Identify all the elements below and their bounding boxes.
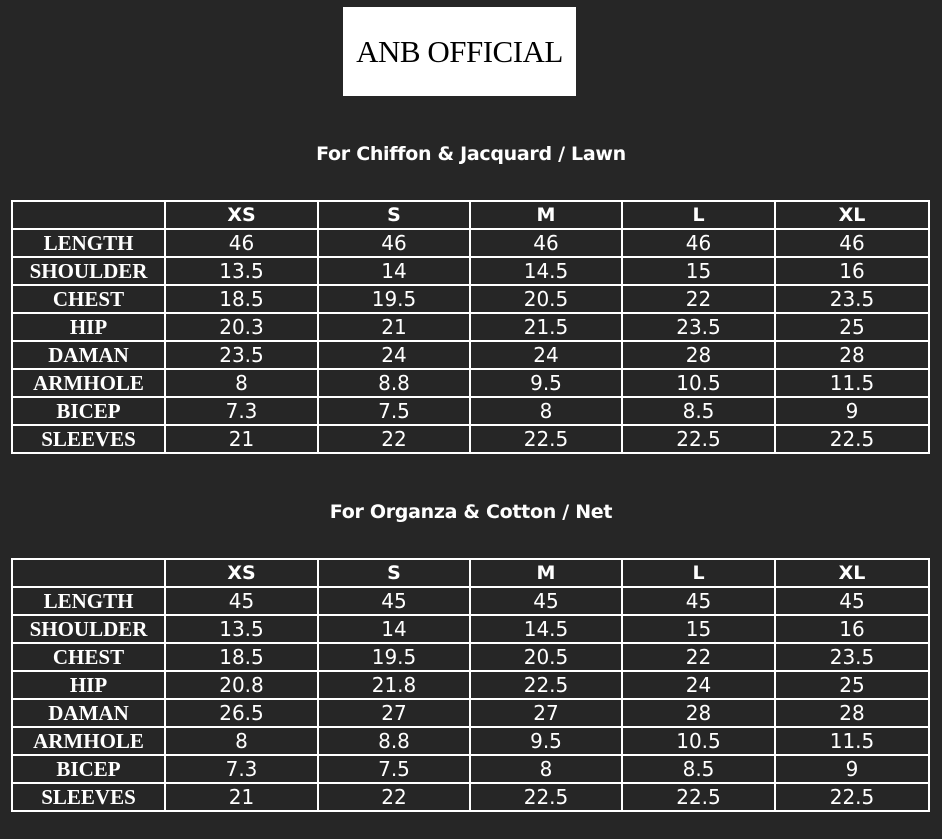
table-body: [12, 587, 929, 811]
row-label: CHEST: [12, 643, 165, 671]
table-cell: 23.5: [165, 341, 318, 369]
table-row: [12, 727, 929, 755]
table-cell: 22.5: [622, 783, 775, 811]
table-body: [12, 229, 929, 453]
table-cell: 22.5: [470, 671, 622, 699]
table-cell: 24: [470, 341, 622, 369]
table-cell: 15: [622, 257, 775, 285]
table-cell: 45: [318, 587, 470, 615]
row-label: SHOULDER: [12, 615, 165, 643]
table-cell: 23.5: [622, 313, 775, 341]
table-row: [12, 643, 929, 671]
table-cell: 7.3: [165, 755, 318, 783]
table-cell: 16: [775, 615, 929, 643]
table-row: [12, 783, 929, 811]
table-cell: 20.3: [165, 313, 318, 341]
section-title-organza: For Organza & Cotton / Net: [329, 501, 613, 523]
table-cell: 9.5: [470, 727, 622, 755]
table-cell: 23.5: [775, 285, 929, 313]
table-cell: 20.8: [165, 671, 318, 699]
table-cell: 28: [775, 341, 929, 369]
table-cell: 8.8: [318, 369, 470, 397]
table-cell: 24: [318, 341, 470, 369]
table-cell: 10.5: [622, 727, 775, 755]
table-cell: 7.5: [318, 755, 470, 783]
row-label: LENGTH: [12, 587, 165, 615]
row-label: SHOULDER: [12, 257, 165, 285]
size-header-xs: XS: [165, 201, 318, 229]
table-cell: 8: [470, 755, 622, 783]
size-header-xl: XL: [775, 559, 929, 587]
table-cell: 25: [775, 671, 929, 699]
table-cell: 26.5: [165, 699, 318, 727]
size-header-s: S: [318, 201, 470, 229]
table-row: [12, 341, 929, 369]
table-cell: 25: [775, 313, 929, 341]
table-row: [12, 229, 929, 257]
table-cell: 22.5: [775, 783, 929, 811]
table-cell: 22.5: [775, 425, 929, 453]
size-header-m: M: [470, 559, 622, 587]
header-empty-cell: [12, 559, 165, 587]
row-label: BICEP: [12, 397, 165, 425]
table-cell: 13.5: [165, 615, 318, 643]
row-label: SLEEVES: [12, 425, 165, 453]
table-cell: 22.5: [622, 425, 775, 453]
row-label: ARMHOLE: [12, 369, 165, 397]
size-chart-table-chiffon: [11, 200, 930, 454]
table-row: [12, 425, 929, 453]
table-cell: 11.5: [775, 727, 929, 755]
table-cell: 9.5: [470, 369, 622, 397]
table-header-row: [12, 201, 929, 229]
table-cell: 13.5: [165, 257, 318, 285]
size-header-m: M: [470, 201, 622, 229]
table-cell: 45: [775, 587, 929, 615]
table-cell: 45: [470, 587, 622, 615]
table-cell: 19.5: [318, 643, 470, 671]
section-title-chiffon: For Chiffon & Jacquard / Lawn: [316, 143, 626, 165]
table-cell: 46: [318, 229, 470, 257]
row-label: DAMAN: [12, 699, 165, 727]
table-cell: 21: [165, 783, 318, 811]
table-cell: 20.5: [470, 285, 622, 313]
table-cell: 45: [622, 587, 775, 615]
table-cell: 22.5: [470, 425, 622, 453]
table-cell: 23.5: [775, 643, 929, 671]
table-row: [12, 699, 929, 727]
table-row: [12, 671, 929, 699]
table-cell: 18.5: [165, 285, 318, 313]
table-cell: 14: [318, 257, 470, 285]
table-cell: 7.5: [318, 397, 470, 425]
table-row: [12, 587, 929, 615]
row-label: LENGTH: [12, 229, 165, 257]
table-cell: 11.5: [775, 369, 929, 397]
size-header-xs: XS: [165, 559, 318, 587]
table-cell: 7.3: [165, 397, 318, 425]
table-header-row: [12, 559, 929, 587]
table-cell: 22: [318, 783, 470, 811]
table-cell: 45: [165, 587, 318, 615]
table-cell: 27: [318, 699, 470, 727]
table-cell: 8.5: [622, 397, 775, 425]
table-cell: 8.8: [318, 727, 470, 755]
table-cell: 22: [622, 285, 775, 313]
table-cell: 28: [622, 341, 775, 369]
size-header-s: S: [318, 559, 470, 587]
table-cell: 18.5: [165, 643, 318, 671]
table-cell: 46: [470, 229, 622, 257]
table-row: [12, 369, 929, 397]
row-label: BICEP: [12, 755, 165, 783]
table-cell: 28: [622, 699, 775, 727]
table-cell: 22: [622, 643, 775, 671]
table-row: [12, 285, 929, 313]
table-cell: 9: [775, 397, 929, 425]
size-header-xl: XL: [775, 201, 929, 229]
table-row: [12, 397, 929, 425]
table-cell: 27: [470, 699, 622, 727]
table-cell: 24: [622, 671, 775, 699]
size-chart-table-organza: [11, 558, 930, 812]
table-cell: 28: [775, 699, 929, 727]
table-cell: 15: [622, 615, 775, 643]
table-cell: 8: [165, 727, 318, 755]
table-cell: 19.5: [318, 285, 470, 313]
table-cell: 14: [318, 615, 470, 643]
header-empty-cell: [12, 201, 165, 229]
size-header-l: L: [622, 201, 775, 229]
table-cell: 21: [318, 313, 470, 341]
table-cell: 46: [622, 229, 775, 257]
table-row: [12, 615, 929, 643]
table-cell: 22.5: [470, 783, 622, 811]
row-label: SLEEVES: [12, 783, 165, 811]
table-cell: 22: [318, 425, 470, 453]
table-cell: 21.8: [318, 671, 470, 699]
table-cell: 16: [775, 257, 929, 285]
table-cell: 8: [165, 369, 318, 397]
brand-name: ANB OFFICIAL: [356, 33, 563, 69]
table-cell: 46: [165, 229, 318, 257]
table-cell: 14.5: [470, 257, 622, 285]
table-cell: 8.5: [622, 755, 775, 783]
table-cell: 14.5: [470, 615, 622, 643]
row-label: ARMHOLE: [12, 727, 165, 755]
table-cell: 8: [470, 397, 622, 425]
table-row: [12, 257, 929, 285]
table-cell: 9: [775, 755, 929, 783]
table-cell: 10.5: [622, 369, 775, 397]
row-label: DAMAN: [12, 341, 165, 369]
table-cell: 20.5: [470, 643, 622, 671]
table-row: [12, 313, 929, 341]
table-cell: 46: [775, 229, 929, 257]
size-header-l: L: [622, 559, 775, 587]
row-label: CHEST: [12, 285, 165, 313]
row-label: HIP: [12, 313, 165, 341]
table-cell: 21: [165, 425, 318, 453]
table-cell: 21.5: [470, 313, 622, 341]
brand-logo: [343, 7, 576, 96]
row-label: HIP: [12, 671, 165, 699]
table-row: [12, 755, 929, 783]
